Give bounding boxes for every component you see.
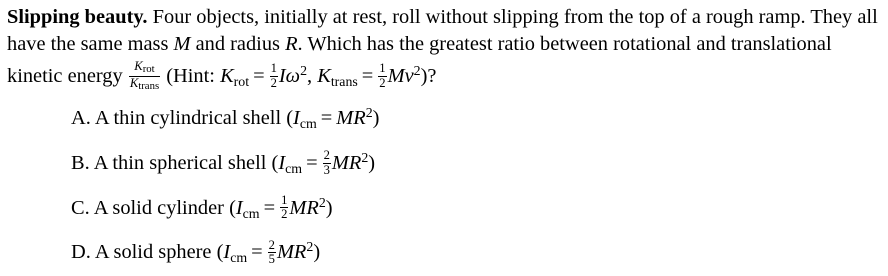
- answer-options: [71, 97, 379, 276]
- option-text: A thin cylindrical shell: [94, 106, 282, 129]
- option-text: A solid cylinder: [93, 196, 224, 219]
- energy-ratio-fraction: $\frac{K_{rot}}{K_{trans}}$: [129, 59, 160, 92]
- option-letter: A.: [71, 106, 91, 129]
- option-c[interactable]: [71, 187, 379, 232]
- problem-body: Four objects, initially at rest, roll without slipping from the top of a rough ramp. They all have the same mass M and radius R. Which has the greatest ratio between rotational and translational kinetic energy: [7, 6, 878, 87]
- option-formula: ($I_{cm}$ = $\frac{1}{2}$ $MR^2$): [229, 193, 333, 222]
- option-formula: $(I_{cm} = MR^2)$: [286, 106, 380, 132]
- problem-statement: [7, 4, 885, 96]
- option-d[interactable]: [71, 231, 379, 276]
- option-letter: B.: [71, 151, 90, 174]
- option-letter: C.: [71, 196, 90, 219]
- option-text: A thin spherical shell: [93, 151, 267, 174]
- option-text: A solid sphere: [94, 241, 212, 264]
- option-letter: D.: [71, 241, 91, 264]
- option-formula: ($I_{cm}$ = $\frac{2}{3}$ $MR^2$): [271, 148, 376, 177]
- option-b[interactable]: [71, 142, 379, 187]
- option-a[interactable]: [71, 97, 379, 142]
- problem-hint: (Hint: $K_{rot}$ = $\frac{1}{2}$ $I\omega^2$, $K_{trans}$ = $\frac{1}{2}$ Mv$^2$)?: [166, 61, 437, 90]
- problem-title: Slipping beauty.: [7, 6, 148, 28]
- option-formula: ($I_{cm}$ = $\frac{2}{5}$ $MR^2$): [216, 237, 321, 267]
